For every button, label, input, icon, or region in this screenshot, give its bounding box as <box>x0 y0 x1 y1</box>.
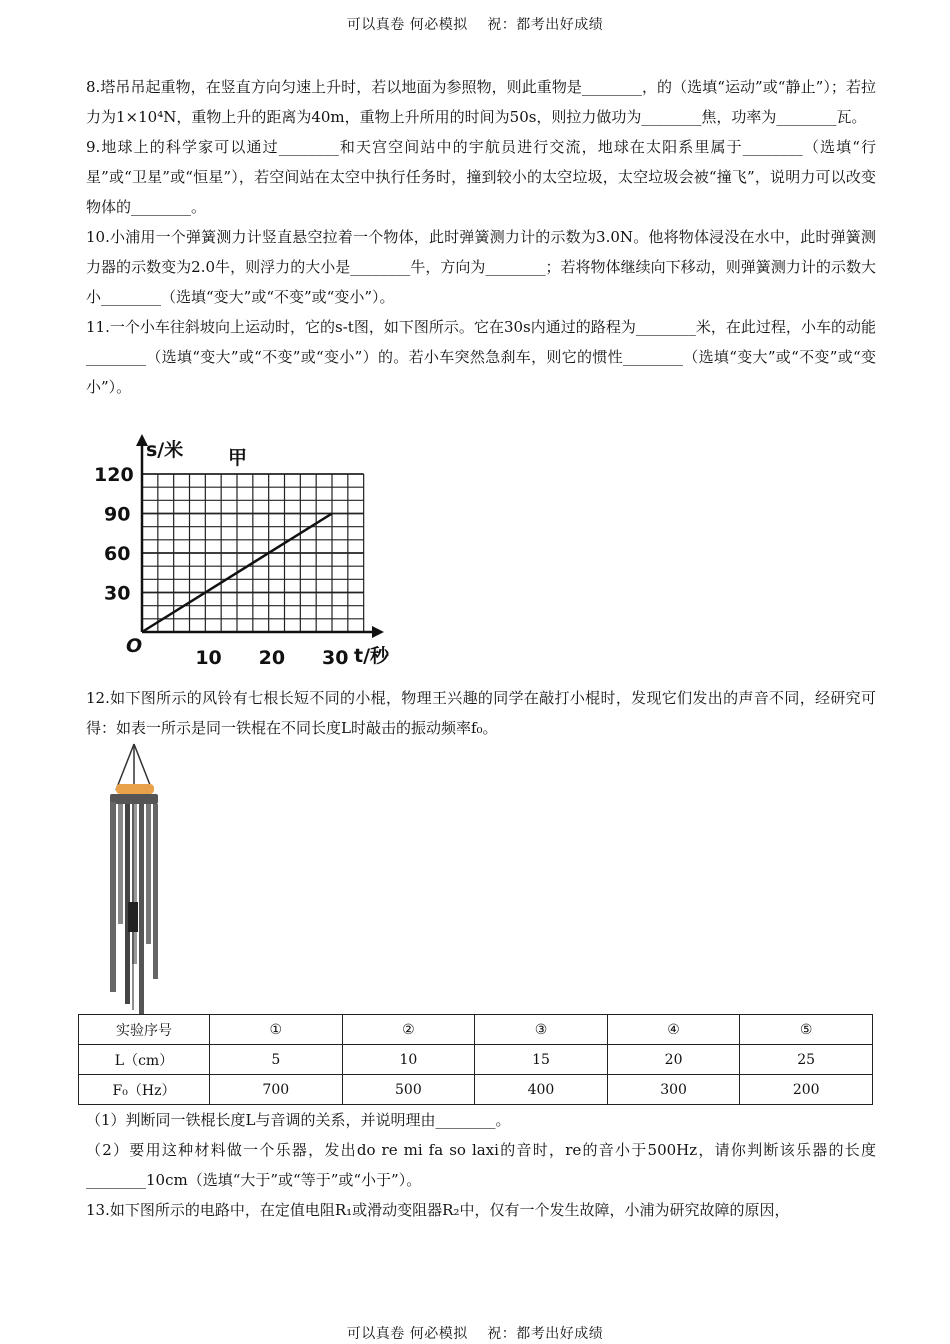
y-tick-label: 60 <box>104 543 131 565</box>
table-cell: 25 <box>740 1045 873 1075</box>
y-tick-label: 90 <box>104 503 131 526</box>
x-axis-arrow <box>372 626 384 638</box>
question-12-part-2: （2）要用这种材料做一个乐器，发出do re mi fa so laxi的音时，re的音小于500Hz，请你判断该乐器的长度________10cm（选填“大于”或“等于”或“小于”）。 <box>86 1141 876 1189</box>
question-8: 8.塔吊吊起重物，在竖直方向匀速上升时，若以地面为参照物，则此重物是________，的（选填“运动”或“静止”）；若拉力为1×10⁴N，重物上升的距离为40m，重物上升所用的时间为50s，则拉力做功为________焦，功率为________瓦。 <box>86 78 876 126</box>
table-cell: ③ <box>475 1015 608 1045</box>
question-10: 10.小浦用一个弹簧测力计竖直悬空拉着一个物体，此时弹簧测力计的示数为3.0N。他将物体浸没在水中，此时弹簧测力器的示数变为2.0牛，则浮力的大小是________牛，方向为________；若将物体继续向下移动，则弹簧测力计的示数大小________（选填“变大”或“不变”或“变小”）。 <box>86 228 876 306</box>
s-t-graph <box>94 436 400 672</box>
table-row-header: L（cm） <box>79 1045 210 1075</box>
x-tick-label: 10 <box>195 647 222 669</box>
graph-grid <box>142 474 364 632</box>
y-tick-label: 120 <box>94 464 134 486</box>
table-cell: 700 <box>210 1075 343 1105</box>
questions-block <box>86 72 876 402</box>
y-tick-label: 30 <box>104 582 131 605</box>
table-cell: 300 <box>607 1075 740 1105</box>
origin-label: O <box>126 635 143 657</box>
table-row-header: F₀（Hz） <box>79 1075 210 1105</box>
table-row <box>79 1015 873 1045</box>
x-axis-label: t/秒 <box>354 645 390 667</box>
table-cell: ④ <box>607 1015 740 1045</box>
table-cell: ① <box>210 1015 343 1045</box>
frequency-table <box>78 1014 873 1105</box>
x-tick-label: 30 <box>322 647 349 669</box>
table-row <box>79 1075 873 1105</box>
question-12-part-1: （1）判断同一铁棍长度L与音调的关系，并说明理由________。 <box>86 1111 511 1129</box>
x-tick-label: 20 <box>258 647 286 669</box>
table-cell: 200 <box>740 1075 873 1105</box>
table-cell: ⑤ <box>740 1015 873 1045</box>
wind-chime-image <box>98 742 178 1010</box>
page-footer: 可以真卷 何必模拟 祝：都考出好成绩 <box>346 1326 604 1342</box>
table-cell: 400 <box>475 1075 608 1105</box>
table-cell: 15 <box>475 1045 608 1075</box>
chart-title: 甲 <box>228 447 248 469</box>
table-cell: 500 <box>342 1075 475 1105</box>
table-cell: 10 <box>342 1045 475 1075</box>
table-cell: 20 <box>607 1045 740 1075</box>
table-row <box>79 1045 873 1075</box>
table-cell: 5 <box>210 1045 343 1075</box>
question-12-subparts <box>86 1105 876 1225</box>
question-12: 12.如下图所示的风铃有七根长短不同的小棍，物理王兴趣的同学在敲打小棍时，发现它们发出的声音不同，经研究可得：如表一所示是同一铁棍在不同长度L时敲击的振动频率f₀。 <box>86 689 876 737</box>
question-11: 11.一个小车往斜坡向上运动时，它的s-t图，如下图所示。它在30s内通过的路程为________米，在此过程，小车的动能________（选填“变大”或“不变”或“变小”）的。若小车突然急刹车，则它的惯性________（选填“变大”或“不变”或“变小”）。 <box>86 318 876 396</box>
y-axis-label: s/米 <box>146 439 184 461</box>
table-row-header: 实验序号 <box>79 1015 210 1045</box>
page-header: 可以真卷 何必模拟 祝：都考出好成绩 <box>346 17 604 33</box>
question-9: 9.地球上的科学家可以通过________和天宫空间站中的宇航员进行交流，地球在太阳系里属于________（选填“行星”或“卫星”或“恒星”），若空间站在太空中执行任务时，撞到较小的太空垃圾，太空垃圾会被“撞飞”，说明力可以改变物体的________。 <box>86 138 876 216</box>
table-cell: ② <box>342 1015 475 1045</box>
question-13: 13.如下图所示的电路中，在定值电阻R₁或滑动变阻器R₂中，仅有一个发生故障，小浦为研究故障的原因， <box>86 1201 790 1219</box>
